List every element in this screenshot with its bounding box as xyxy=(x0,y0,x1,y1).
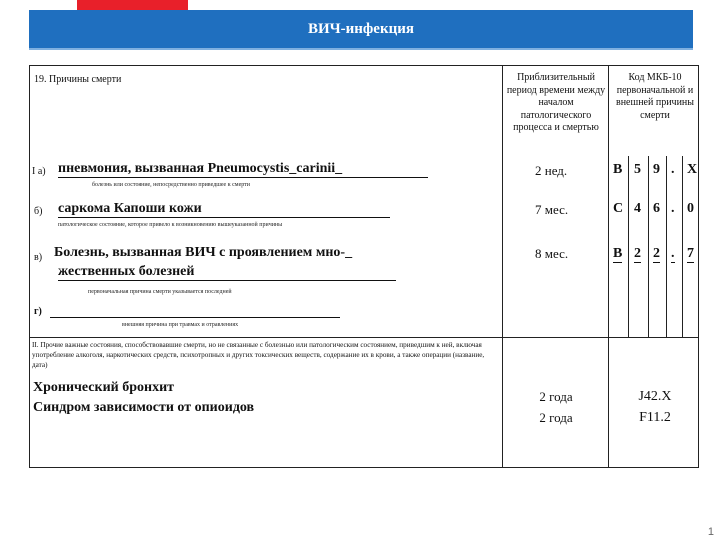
code-a-dot: . xyxy=(671,162,675,177)
column-divider xyxy=(502,66,503,468)
column-divider xyxy=(608,66,609,468)
part2-period-1: 2 года xyxy=(539,389,573,404)
blank-line-d xyxy=(50,317,340,318)
code-cell-divider xyxy=(628,156,629,337)
page-title: ВИЧ-инфекция xyxy=(29,10,693,50)
code-b-3: 6 xyxy=(653,201,660,216)
code-b-dot: . xyxy=(671,201,675,216)
period-b: 7 мес. xyxy=(535,202,569,217)
code-b-2: 4 xyxy=(634,201,641,216)
code-c-2: 2 xyxy=(634,246,641,261)
code-c-dot: . xyxy=(671,246,675,261)
cause-b: саркома Капоши кожи xyxy=(58,201,390,218)
code-c-3: 2 xyxy=(653,246,660,261)
page-number: 1 xyxy=(707,526,714,538)
code-c-5: 7 xyxy=(687,246,694,261)
part2-cause-2: Синдром зависимости от опиоидов xyxy=(33,400,255,415)
row-label-b: б) xyxy=(34,206,43,217)
period-c: 8 мес. xyxy=(535,246,569,261)
part2-code-2: F11.2 xyxy=(639,410,671,425)
code-a-1: B xyxy=(613,162,623,177)
row-label-c: в) xyxy=(34,252,43,263)
part2-label: II. Прочие важные состояния, способствовавшие смерти, но не связанные с болезнью или патологическим состоянием, приведшим к ней, включая употребление алкоголя, наркотических средств, психотропных и других токсических веществ, содержание их в крови, а также операции (название, дата) xyxy=(32,341,485,369)
row-label-d: г) xyxy=(34,306,42,317)
note-d: внешняя причина при травмах и отравлениях xyxy=(122,322,239,328)
code-c-1: B xyxy=(613,246,623,261)
cause-c-line1: Болезнь, вызванная ВИЧ с проявлением мно-_ xyxy=(54,245,353,260)
section-title: 19. Причины смерти xyxy=(34,74,122,85)
code-b-1: C xyxy=(613,201,624,216)
code-cell-divider xyxy=(682,156,683,337)
note-a: болезнь или состояние, непосредственно приведшее к смерти xyxy=(92,182,250,188)
period-a: 2 нед. xyxy=(535,163,568,178)
code-cell-divider xyxy=(648,156,649,337)
cause-c-line2: жественных болезней xyxy=(58,264,396,281)
row-divider xyxy=(30,337,698,338)
row-label-a: I а) xyxy=(32,166,46,177)
code-cell-divider xyxy=(666,156,667,337)
note-b: патологическое состояние, которое привело к возникновению вышеуказанной причины xyxy=(58,222,283,228)
code-column-header: Код МКБ-10 первоначальной и внешней причины смерти xyxy=(615,72,694,121)
death-certificate-form xyxy=(29,65,699,468)
code-b-5: 0 xyxy=(687,201,694,216)
cause-a: пневмония, вызванная Pneumocystis_carinii_ xyxy=(58,161,428,178)
part2-cause-1: Хронический бронхит xyxy=(33,380,175,395)
code-a-2: 5 xyxy=(634,162,641,177)
part2-code-1: J42.X xyxy=(638,389,672,404)
part2-period-2: 2 года xyxy=(539,410,573,425)
note-c: первоначальная причина смерти указывается последней xyxy=(88,289,232,295)
code-a-3: 9 xyxy=(653,162,660,177)
period-column-header: Приблизительный период времени между началом патологического процесса и смертью xyxy=(506,72,606,133)
code-a-5: X xyxy=(687,162,698,177)
